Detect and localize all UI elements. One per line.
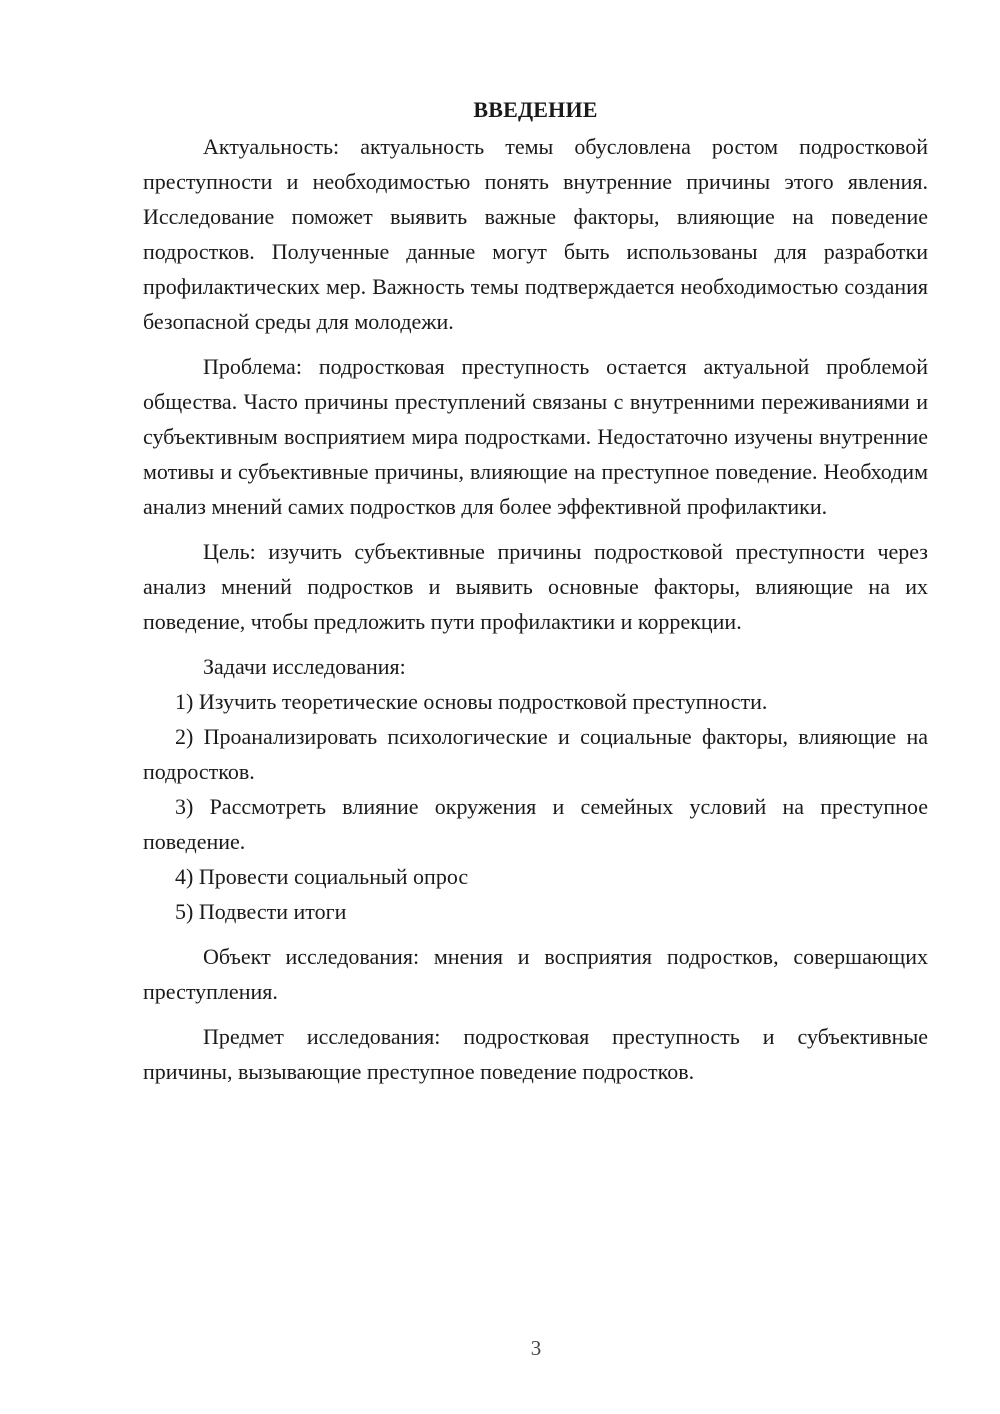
- section-heading: ВВЕДЕНИЕ: [473, 97, 598, 122]
- paragraph-relevance: Актуальность: актуальность темы обусловлена ростом подростковой преступности и необходимостью понять внутренние причины этого явления. Исследование поможет выявить важные факторы, влияющие на поведение подростков. Полученные данные могут быть использованы для разработки профилактических мер. Важность темы подтверждается необходимостью создания безопасной среды для молодежи.: [143, 134, 928, 334]
- task-item-1: 1) Изучить теоретические основы подростковой преступности.: [175, 689, 768, 714]
- page-content: [143, 92, 928, 1089]
- task-item-2: 2) Проанализировать психологические и социальные факторы, влияющие на подростков.: [143, 724, 928, 784]
- tasks-intro: Задачи исследования:: [203, 654, 406, 679]
- task-item-3: 3) Рассмотреть влияние окружения и семейных условий на преступное поведение.: [143, 794, 928, 854]
- page-number: 3: [530, 1336, 542, 1360]
- paragraph-object: Объект исследования: мнения и восприятия подростков, совершающих преступления.: [143, 944, 928, 1004]
- paragraph-subject: Предмет исследования: подростковая преступность и субъективные причины, вызывающие преступное поведение подростков.: [143, 1024, 928, 1084]
- task-item-5: 5) Подвести итоги: [175, 899, 347, 924]
- paragraph-problem: Проблема: подростковая преступность остается актуальной проблемой общества. Часто причины преступлений связаны с внутренними переживаниями и субъективным восприятием мира подростками. Недостаточно изучены внутренние мотивы и субъективные причины, влияющие на преступное поведение. Необходим анализ мнений самих подростков для более эффективной профилактики.: [143, 354, 928, 519]
- task-item-4: 4) Провести социальный опрос: [175, 864, 469, 889]
- paragraph-goal: Цель: изучить субъективные причины подростковой преступности через анализ мнений подростков и выявить основные факторы, влияющие на их поведение, чтобы предложить пути профилактики и коррекции.: [143, 539, 928, 634]
